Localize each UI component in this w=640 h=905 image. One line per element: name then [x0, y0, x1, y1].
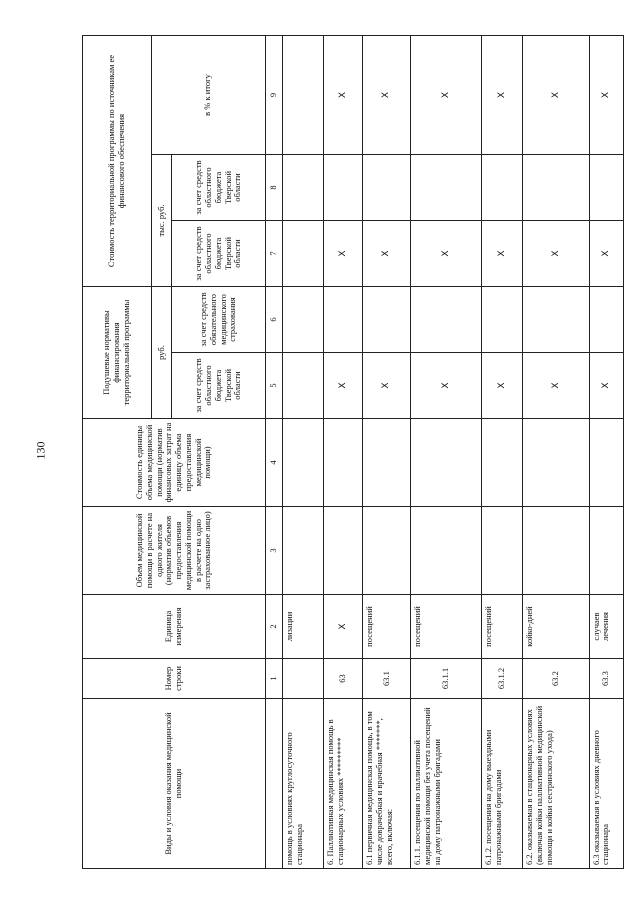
cell-c5: X — [589, 353, 623, 419]
col-number — [266, 699, 283, 869]
row-number: 63.3 — [589, 659, 623, 699]
row-name: 6. Паллиативная медицинская помощь в стационарных условиях ********* — [324, 699, 363, 869]
row-unit: лизации — [282, 595, 323, 659]
row-name: 6.3 оказываемая в условиях дневного стационара — [589, 699, 623, 869]
cell-c9: X — [411, 35, 482, 154]
row-name: 6.1.1. посещения по паллиативной медицинской помощи без учета посещений на дому патронажными бригадами — [411, 699, 482, 869]
col-number: 6 — [266, 287, 283, 353]
cell-c5: X — [411, 353, 482, 419]
cell-c9: X — [482, 35, 523, 154]
row-name: 6.1.2. посещения на дому выездными патронажными бригадами — [482, 699, 523, 869]
row-number: 63.1 — [363, 659, 411, 699]
table-row — [363, 35, 411, 868]
cell-c7: X — [523, 221, 589, 287]
rotated-page — [82, 36, 624, 869]
cell-c7: X — [324, 221, 363, 287]
header-rub: руб. — [151, 287, 172, 419]
cell-c9: X — [324, 35, 363, 154]
table-row — [324, 35, 363, 868]
program-cost-table — [82, 35, 624, 869]
table-row — [523, 35, 589, 868]
cell-c7: X — [363, 221, 411, 287]
row-number: 63 — [324, 659, 363, 699]
table-row — [482, 35, 523, 868]
col-number: 1 — [266, 659, 283, 699]
col-number: 2 — [266, 595, 283, 659]
row-unit: койко-дней — [523, 595, 589, 659]
row-name: помощь в условиях круглосуточного стационара — [282, 699, 323, 869]
col-number: 3 — [266, 507, 283, 595]
header-src-oms: за счет средств обязательного медицинского страхования — [172, 287, 266, 353]
row-number: 63.1.1 — [411, 659, 482, 699]
row-unit: посещений — [363, 595, 411, 659]
row-number: 63.1.2 — [482, 659, 523, 699]
cell-c5: X — [523, 353, 589, 419]
row-unit: случаев лечения — [589, 595, 623, 659]
header-volume: Объем медицинской помощи в расчете на одного жителя (норматив объемов предоставления медицинской помощи в расчете на одно застрахованное лицо) — [83, 507, 266, 595]
header-kind: Виды и условия оказания медицинской помощи — [83, 699, 266, 869]
cell-c7 — [282, 221, 323, 287]
header-row-number: Номер строки — [83, 659, 266, 699]
cell-c5 — [282, 353, 323, 419]
page-number: 130 — [33, 441, 48, 460]
header-src-regional: за счет средств областного бюджета Тверской области — [172, 221, 266, 287]
header-percent: в % к итогу — [151, 35, 265, 154]
col-number: 4 — [266, 419, 283, 507]
cell-c9: X — [589, 35, 623, 154]
cell-c7: X — [589, 221, 623, 287]
row-unit: посещений — [482, 595, 523, 659]
cell-c7: X — [411, 221, 482, 287]
cell-c7: X — [482, 221, 523, 287]
row-number — [282, 659, 323, 699]
row-name: 6.1 первичная медицинская помощь, в том числе доврачебная и врачебная *******, всего, включая: — [363, 699, 411, 869]
cell-c9: X — [523, 35, 589, 154]
row-unit: посещений — [411, 595, 482, 659]
header-unit: Единица измерения — [83, 595, 266, 659]
table-row — [411, 35, 482, 868]
cell-c9 — [282, 35, 323, 154]
header-program-cost: Стоимость территориальной программы по источникам ее финансового обеспечения — [83, 35, 152, 286]
cell-c5: X — [363, 353, 411, 419]
cell-c9: X — [363, 35, 411, 154]
header-per-capita: Подушевые нормативы финансирования территориальной программы — [83, 287, 152, 419]
header-ths-rub: тыс. руб. — [151, 155, 172, 287]
header-src-regional: за счет средств областного бюджета Тверской области — [172, 155, 266, 221]
table-row — [589, 35, 623, 868]
col-number: 5 — [266, 353, 283, 419]
header-unit-cost: Стоимость единицы объема медицинской помощи (норматив финансовых затрат на единицу объема предоставления медицинской помощи) — [83, 419, 266, 507]
cell-c5: X — [482, 353, 523, 419]
row-number: 63.2 — [523, 659, 589, 699]
row-unit: X — [324, 595, 363, 659]
col-number: 8 — [266, 155, 283, 221]
cell-c5: X — [324, 353, 363, 419]
table-row — [282, 35, 323, 868]
col-number: 9 — [266, 35, 283, 154]
col-number: 7 — [266, 221, 283, 287]
header-src-regional: за счет средств областного бюджета Тверской области — [172, 353, 266, 419]
row-name: 6.2. оказываемая в стационарных условиях (включая койки паллиативной медицинской помощи и койки сестринского ухода) — [523, 699, 589, 869]
